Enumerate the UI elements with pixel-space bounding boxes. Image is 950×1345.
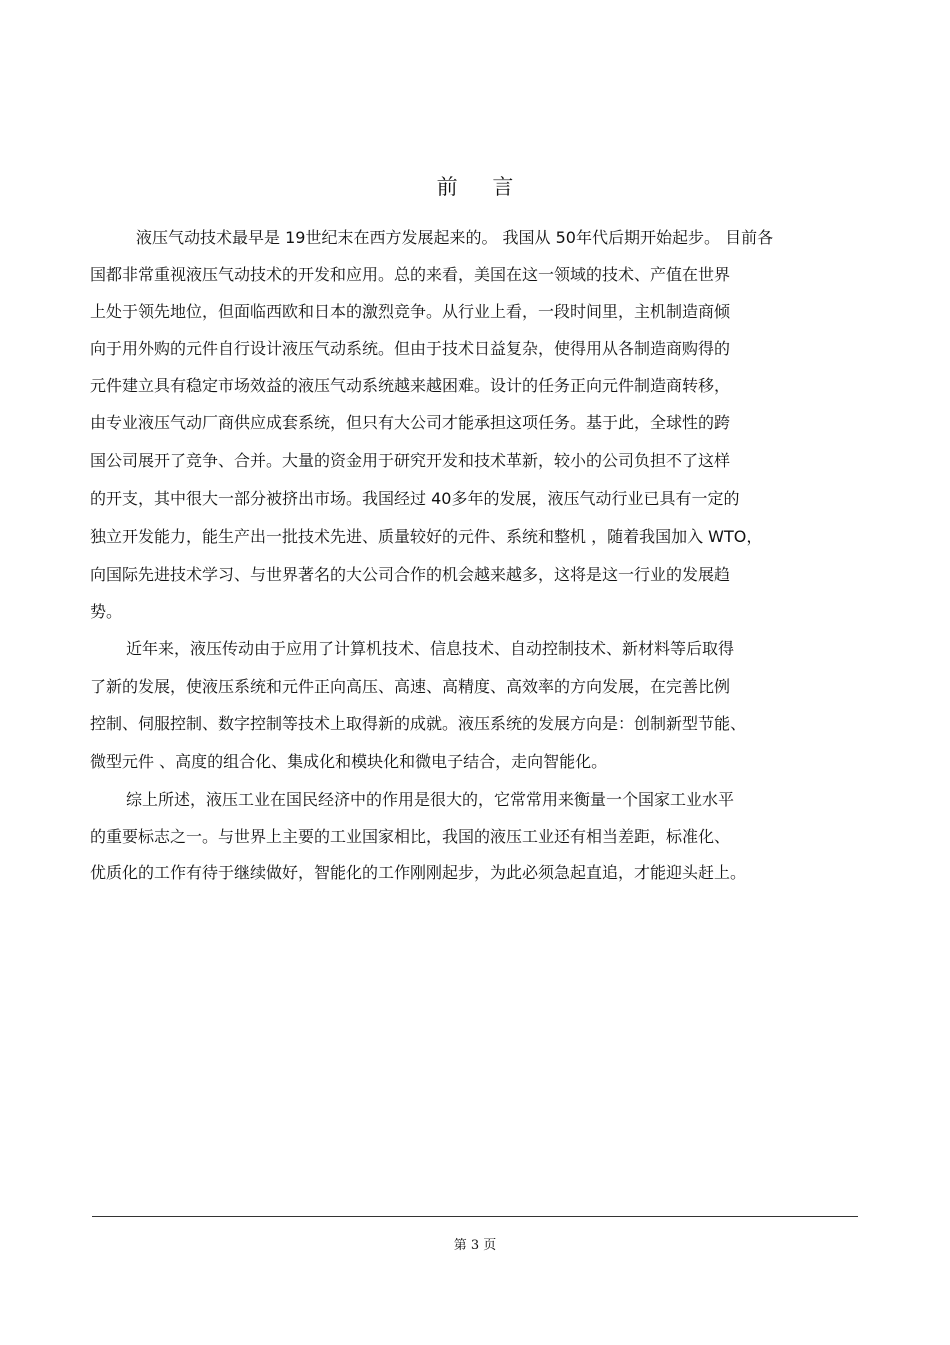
text-line: 液压气动技术最早是 19世纪末在西方发展起来的。 我国从 50年代后期开始起步。 目前各 [136,228,774,247]
text-line: 近年来，液压传动由于应用了计算机技术、信息技术、自动控制技术、新材料等后取得 [126,639,735,658]
text-line: 势。 [90,602,123,621]
text-line: 优质化的工作有待于继续做好，智能化的工作刚刚起步，为此必须急起直追，才能迎头赶上。 [90,863,747,882]
text-line: 国都非常重视液压气动技术的开发和应用。总的来看，美国在这一领域的技术、产值在世界 [90,265,731,284]
footer-divider [92,1216,858,1217]
text-line: 上处于领先地位，但面临西欧和日本的激烈竞争。从行业上看，一段时间里，主机制造商倾 [90,302,731,321]
text-line: 的开支，其中很大一部分被挤出市场。我国经过 40多年的发展，液压气动行业已具有一定的 [90,489,740,508]
text-line: 国公司展开了竞争、合并。大量的资金用于研究开发和技术革新，较小的公司负担不了这样 [90,451,731,470]
text-line: 元件建立具有稳定市场效益的液压气动系统越来越困难。设计的任务正向元件制造商转移， [90,376,731,395]
text-line: 控制、伺服控制、数字控制等技术上取得新的成就。液压系统的发展方向是：创制新型节能、 [90,714,747,733]
text-line: 独立开发能力，能生产出一批技术先进、质量较好的元件、系统和整机 ，随着我国加入 WTO， [90,527,763,546]
text-line: 的重要标志之一。与世界上主要的工业国家相比，我国的液压工业还有相当差距，标准化、 [90,827,731,846]
text-line: 了新的发展，使液压系统和元件正向高压、高速、高精度、高效率的方向发展，在完善比例 [90,677,731,696]
text-line: 由专业液压气动厂商供应成套系统，但只有大公司才能承担这项任务。基于此，全球性的跨 [90,413,731,432]
text-line: 综上所述，液压工业在国民经济中的作用是很大的，它常常用来衡量一个国家工业水平 [126,790,735,809]
page-number: 第 3 页 [453,1238,497,1253]
text-line: 向国际先进技术学习、与世界著名的大公司合作的机会越来越多，这将是这一行业的发展趋 [90,565,731,584]
text-line: 微型元件 、高度的组合化、集成化和模块化和微电子结合，走向智能化。 [90,752,608,771]
text-line: 向于用外购的元件自行设计液压气动系统。但由于技术日益复杂，使得用从各制造商购得的 [90,339,731,358]
page-title: 前 言 [436,175,528,199]
